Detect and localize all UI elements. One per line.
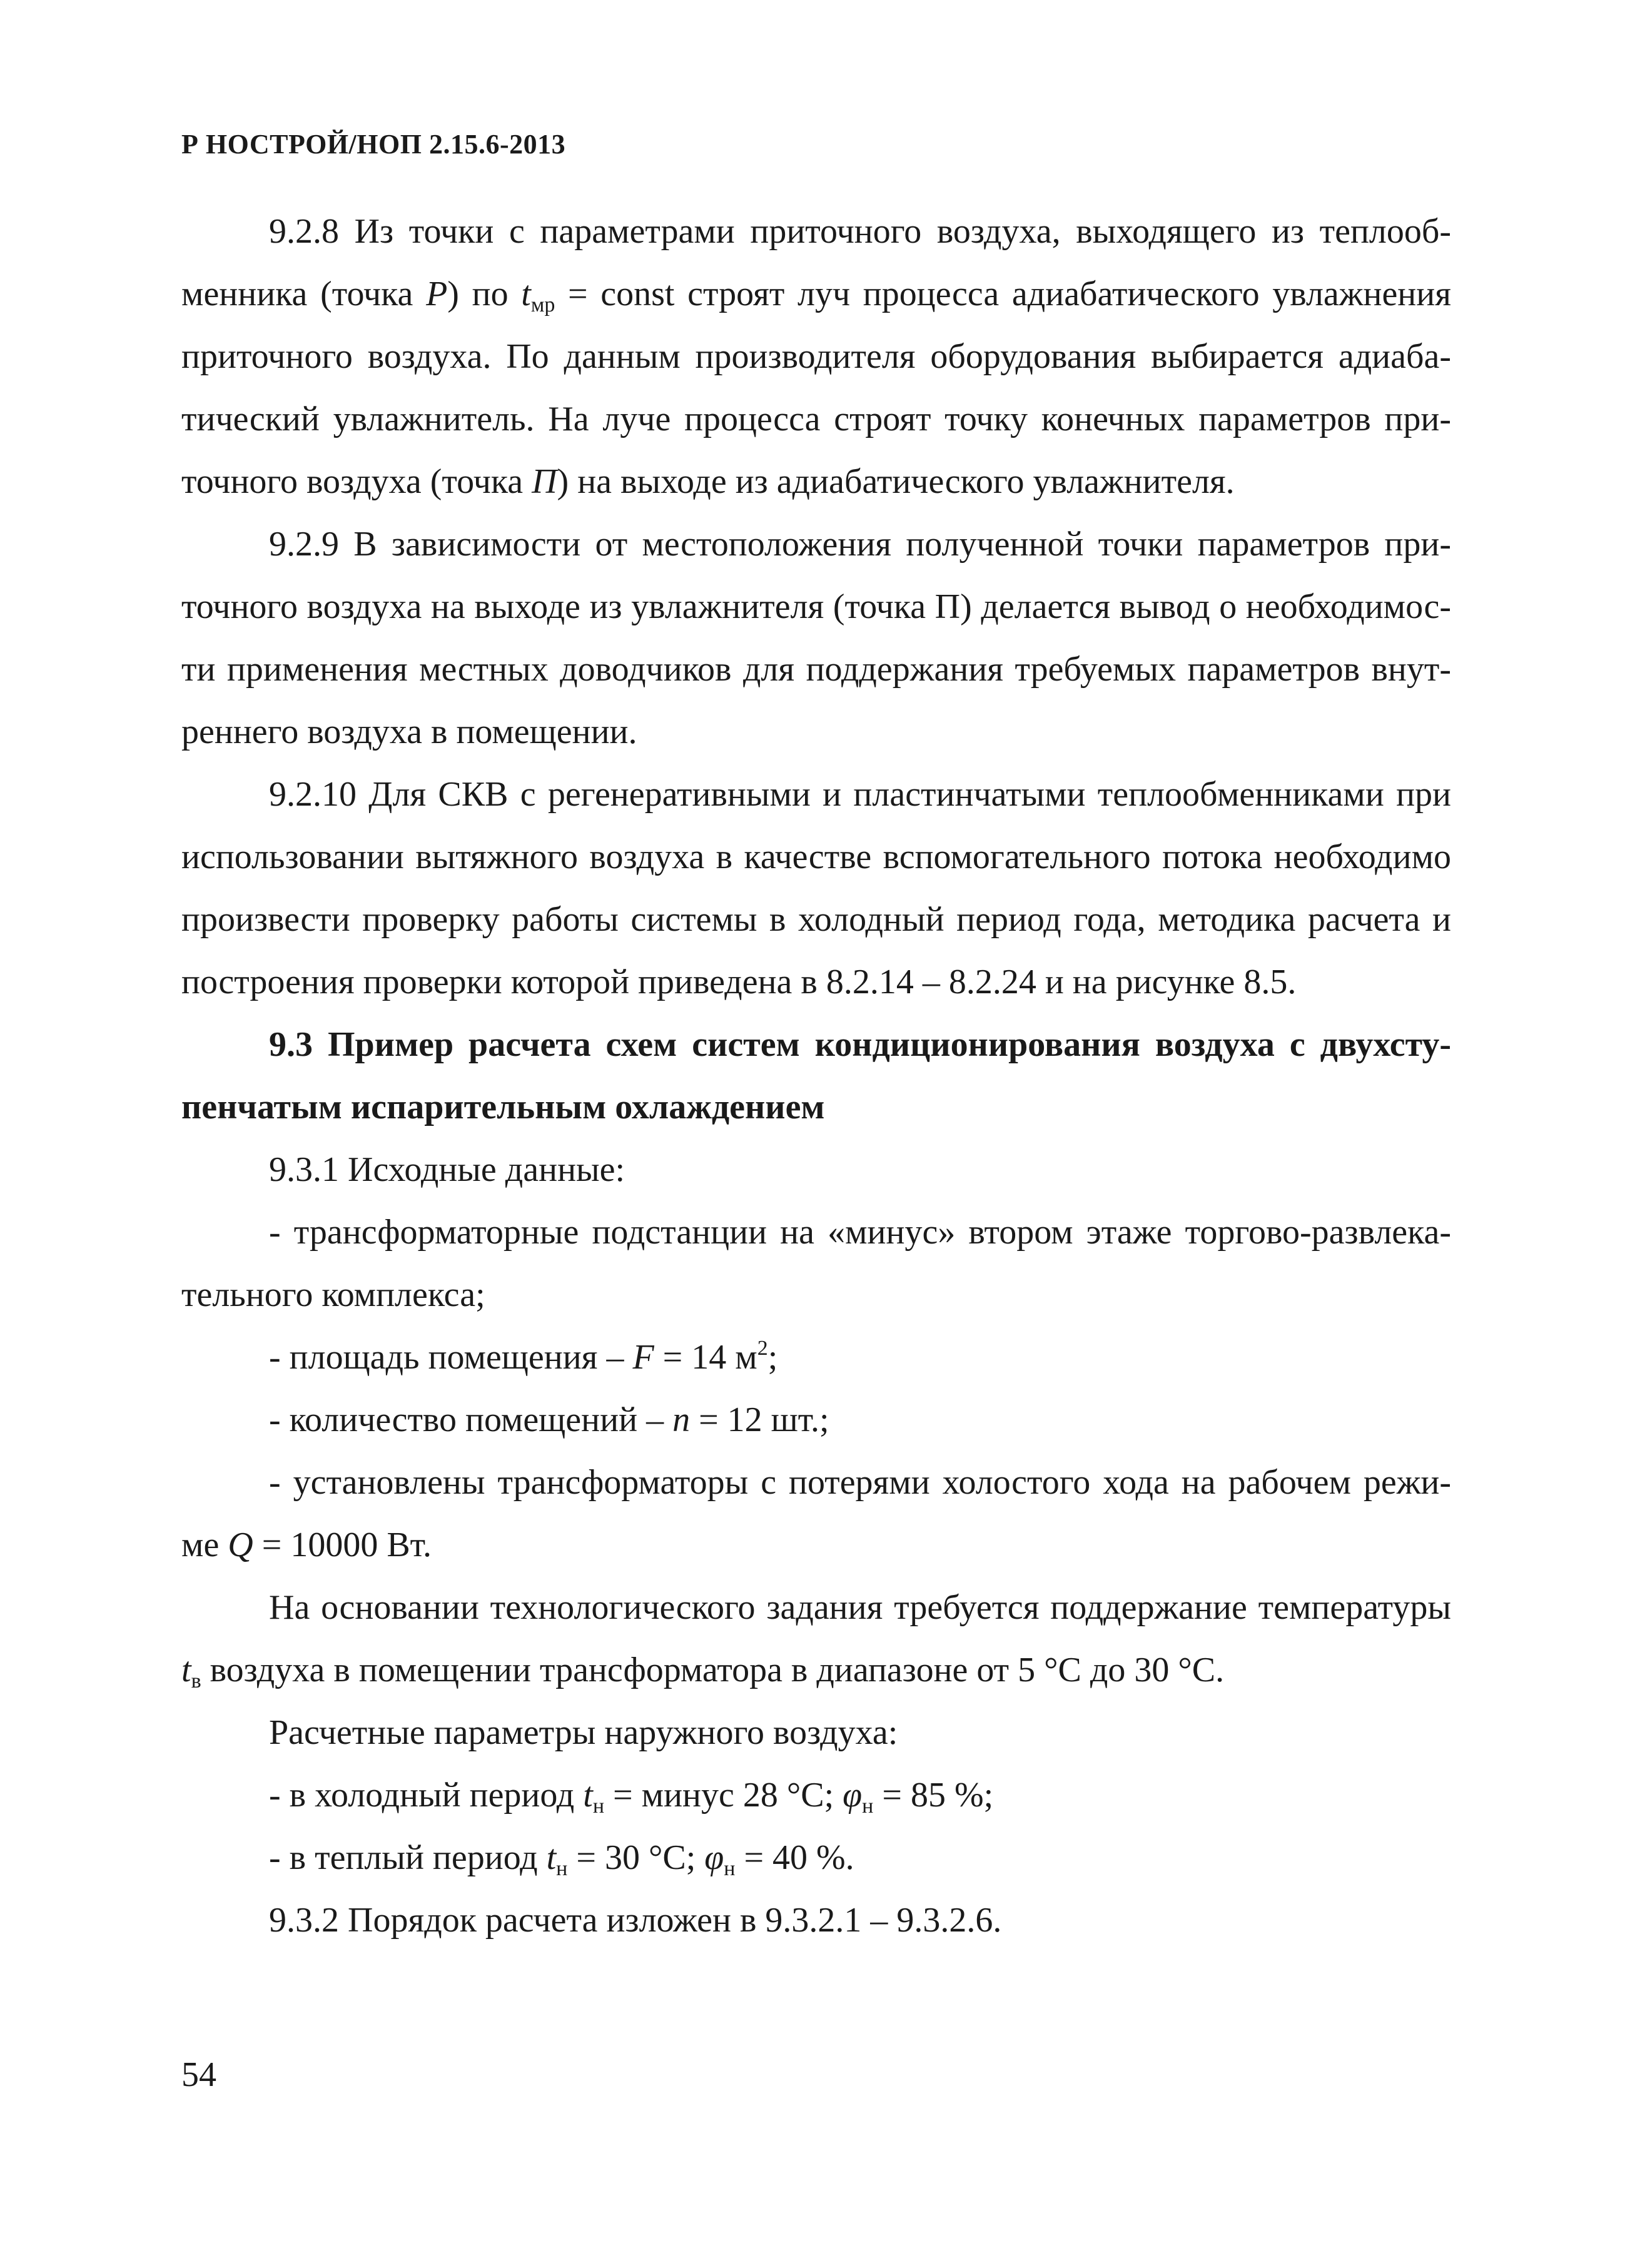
text-run: = 12 шт.; — [690, 1400, 829, 1439]
text-run: = 85 %; — [873, 1776, 994, 1815]
text-run: 9.2.8 Из точки с параметрами приточного воздуха, выходящего из теплооб-менника (точка — [181, 212, 1451, 313]
variable-t: t — [583, 1776, 593, 1815]
variable-n: n — [672, 1400, 691, 1439]
paragraph-outdoor-params: Расчетные параметры наружного воздуха: — [269, 1713, 898, 1752]
variable-t: t — [546, 1838, 557, 1877]
text-run: - площадь помещения – — [269, 1338, 633, 1377]
subscript: н — [592, 1795, 605, 1818]
page-number: 54 — [181, 2055, 216, 2094]
document-body — [181, 200, 1451, 1952]
text-run: - количество помещений – — [269, 1400, 673, 1439]
text-run: = const строят луч процесса адиабатического увлажнения приточного воздуха. По данным производителя оборудования выбирается адиаба-тический увлажнитель. На луче процесса строят точку конечных параметров при-точного воздуха (точка — [181, 275, 1451, 501]
list-item-room-count — [181, 1389, 1451, 1451]
text-run: = 40 %. — [735, 1838, 854, 1877]
paragraph-9-2-8 — [181, 200, 1451, 513]
subscript: в — [191, 1669, 201, 1693]
superscript: 2 — [757, 1337, 768, 1360]
subscript: н — [862, 1795, 874, 1818]
text-run: - в теплый период — [269, 1838, 547, 1877]
paragraph-9-2-10: 9.2.10 Для СКВ с регенеративными и пластинчатыми теплообменниками при использовании вытяжного воздуха в качестве вспомогательного потока необходимо произвести проверку работы системы в холодный период года, методика расчета и построения проверки которой приведена в 8.2.14 – 8.2.24 и на рисунке 8.5. — [181, 775, 1451, 1001]
paragraph-9-2-9: 9.2.9 В зависимости от местоположения полученной точки параметров при-точного воздуха на выходе из увлажнителя (точка П) делается вывод о необходимос-ти применения местных доводчиков для поддержания требуемых параметров внут-реннего воздуха в помещении. — [181, 525, 1451, 751]
variable-q: Q — [228, 1526, 253, 1564]
variable-t: t — [181, 1651, 191, 1689]
point-symbol-p: P — [426, 275, 448, 313]
paragraph-9-3-2: 9.3.2 Порядок расчета изложен в 9.3.2.1 – 9.3.2.6. — [269, 1901, 1002, 1940]
list-item-cold-period — [181, 1764, 1451, 1826]
text-run: ; — [767, 1338, 778, 1377]
subscript: н — [556, 1857, 568, 1880]
paragraph-9-3-1: 9.3.1 Исходные данные: — [269, 1150, 625, 1189]
list-item-warm-period — [181, 1826, 1451, 1889]
list-item-transformers — [181, 1451, 1451, 1576]
point-symbol-pi: П — [532, 462, 557, 501]
variable-phi: φ — [704, 1838, 724, 1877]
text-run: воздуха в помещении трансформатора в диапазоне от 5 °С до 30 °С. — [201, 1651, 1225, 1689]
variable-f: F — [632, 1338, 654, 1377]
text-run: = 30 °С; — [567, 1838, 705, 1877]
variable-t: t — [521, 275, 531, 313]
text-run: = минус 28 °С; — [604, 1776, 843, 1815]
text-run: ) по — [447, 275, 522, 313]
list-item-substations: - трансформаторные подстанции на «минус» втором этаже торгово-развлека-тельного комплекса; — [181, 1213, 1451, 1314]
text-run: = 14 м — [654, 1338, 757, 1377]
text-run: ) на выходе из адиабатического увлажнителя. — [557, 462, 1235, 501]
subscript: н — [724, 1857, 736, 1880]
subscript: мр — [530, 293, 555, 316]
document-code-header: Р НОСТРОЙ/НОП 2.15.6-2013 — [181, 129, 566, 159]
section-heading-9-3: 9.3 Пример расчета схем систем кондиционирования воздуха с двухсту-пенчатым испарительным охлаждением — [181, 1025, 1451, 1126]
text-run: - установлены трансформаторы с потерями холостого хода на рабочем режи-ме — [181, 1463, 1451, 1564]
text-run: На основании технологического задания требуется поддержание температуры — [269, 1588, 1451, 1627]
paragraph-task — [181, 1576, 1451, 1701]
text-run: = 10000 Вт. — [253, 1526, 432, 1564]
list-item-area — [181, 1326, 1451, 1389]
variable-phi: φ — [843, 1776, 863, 1815]
text-run: - в холодный период — [269, 1776, 584, 1815]
